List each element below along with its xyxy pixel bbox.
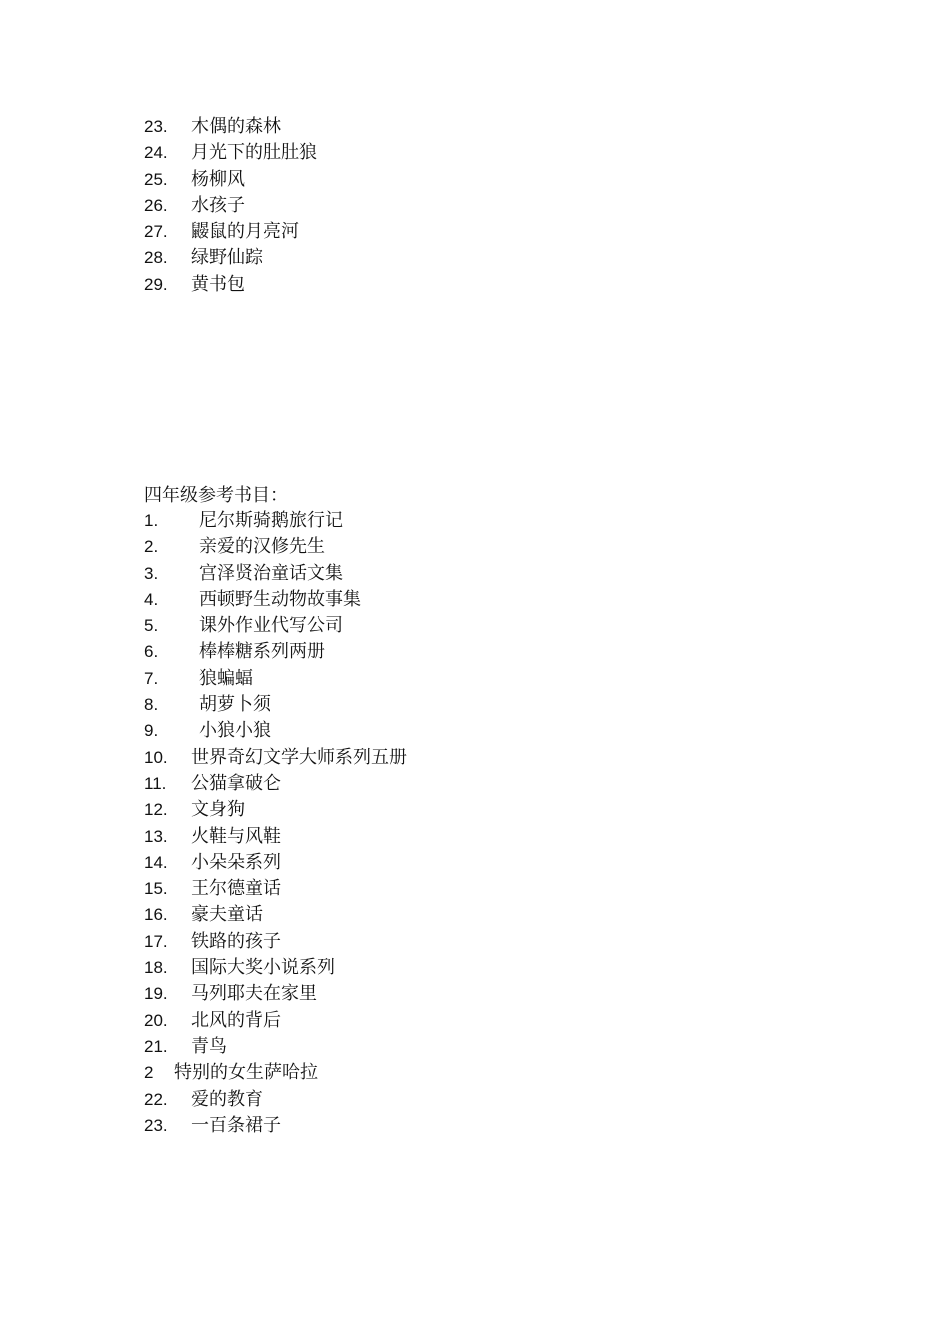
item-number: 14. — [144, 852, 168, 872]
item-number: 9. — [144, 721, 159, 741]
item-number: 27. — [144, 222, 168, 242]
book-title: 爱的教育 — [191, 1088, 263, 1110]
book-title: 王尔德童话 — [191, 878, 281, 900]
item-number: 20. — [144, 1010, 168, 1030]
book-title: 杨柳风 — [191, 168, 245, 190]
book-title: 水孩子 — [191, 194, 245, 216]
book-title: 课外作业代写公司 — [199, 615, 343, 637]
item-number: 5. — [144, 616, 159, 636]
item-number: 28. — [144, 248, 168, 268]
item-number: 21. — [144, 1036, 168, 1056]
item-number: 15. — [144, 879, 168, 899]
item-number: 19. — [144, 984, 168, 1004]
book-title: 绿野仙踪 — [191, 247, 263, 269]
item-number: 4. — [144, 589, 159, 609]
book-title: 青鸟 — [191, 1035, 227, 1057]
item-number: 1. — [144, 511, 159, 530]
book-title: 鼹鼠的月亮河 — [191, 221, 299, 243]
item-number: 12. — [144, 800, 168, 820]
item-number: 13. — [144, 826, 168, 846]
book-title: 国际大奖小说系列 — [191, 957, 335, 979]
item-number: 3. — [144, 563, 159, 583]
item-number: 7. — [144, 668, 159, 688]
book-title: 马列耶夫在家里 — [191, 983, 317, 1005]
book-title: 月光下的肚肚狼 — [191, 142, 317, 164]
item-number: 24. — [144, 143, 168, 163]
item-number: 6. — [144, 642, 159, 662]
item-number: 16. — [144, 905, 168, 925]
item-number: 18. — [144, 958, 168, 978]
book-title: 特别的女生萨哈拉 — [174, 1062, 318, 1084]
book-title: 一百条裙子 — [191, 1114, 281, 1136]
book-title: 宫泽贤治童话文集 — [199, 562, 343, 584]
book-title: 胡萝卜须 — [199, 694, 271, 716]
book-title: 北风的背后 — [191, 1009, 281, 1031]
item-number: 22. — [144, 1089, 168, 1109]
book-title: 狼蝙蝠 — [199, 667, 253, 689]
item-number: 8. — [144, 695, 159, 715]
book-title: 铁路的孩子 — [191, 930, 281, 952]
book-title: 豪夫童话 — [191, 904, 263, 926]
item-number: 23. — [144, 1115, 168, 1135]
book-title: 西顿野生动物故事集 — [199, 588, 361, 610]
book-title: 公猫拿破仑 — [191, 772, 281, 794]
item-number: 11. — [144, 773, 167, 793]
section-heading: 四年级参考书目： — [144, 485, 288, 506]
item-number: 25. — [144, 169, 168, 189]
book-title: 黄书包 — [191, 273, 245, 295]
item-number: 26. — [144, 195, 168, 215]
book-title: 世界奇幻文学大师系列五册 — [191, 746, 407, 768]
book-title: 棒棒糖系列两册 — [199, 641, 325, 663]
book-title: 小狼小狼 — [199, 720, 271, 742]
book-title: 木偶的森林 — [191, 116, 281, 137]
book-title: 文身狗 — [191, 799, 245, 821]
item-number: 2. — [144, 537, 159, 557]
item-number: 10. — [144, 747, 168, 767]
book-title: 亲爱的汉修先生 — [199, 536, 325, 558]
item-number: 23. — [144, 117, 168, 136]
item-number: 2 — [144, 1063, 154, 1083]
item-number: 17. — [144, 931, 168, 951]
book-title: 小朵朵系列 — [191, 851, 281, 873]
book-title: 尼尔斯骑鹅旅行记 — [199, 510, 343, 531]
book-title: 火鞋与风鞋 — [191, 825, 281, 847]
item-number: 29. — [144, 274, 168, 294]
